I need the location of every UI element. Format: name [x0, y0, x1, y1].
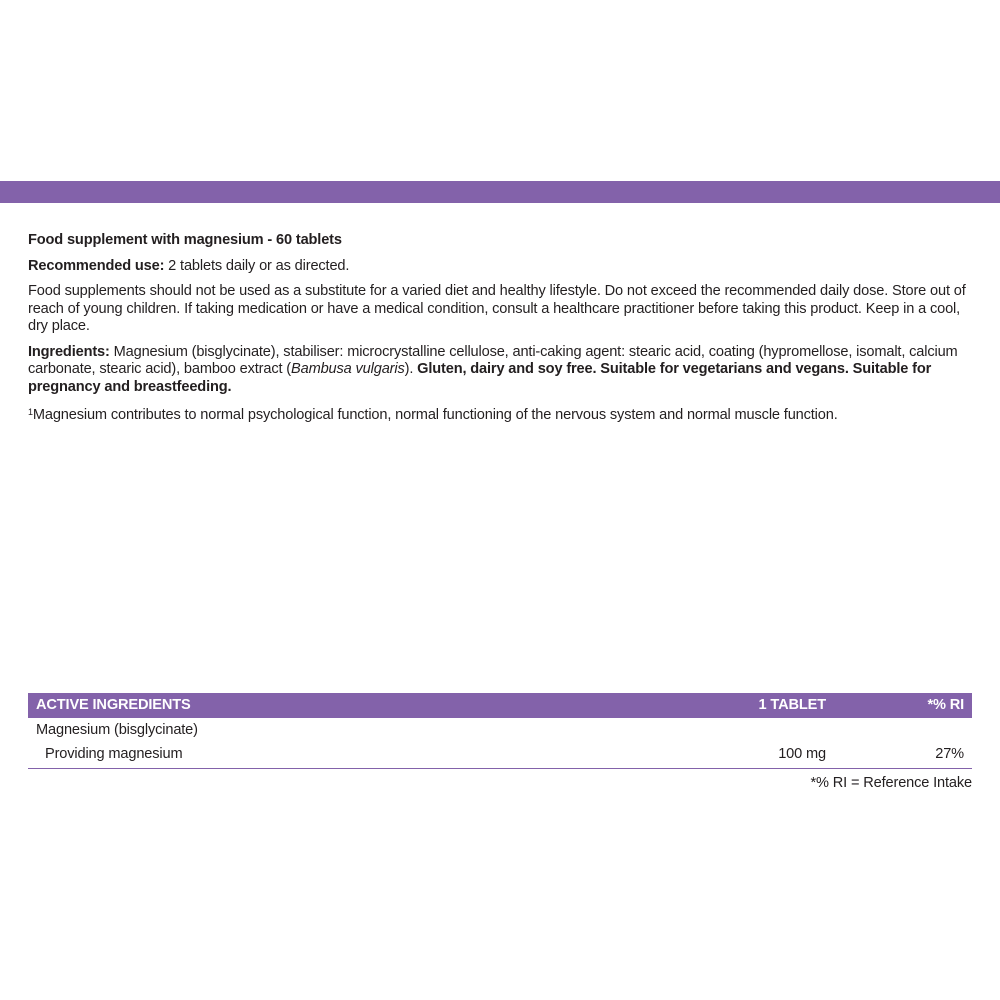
header-band: [0, 181, 1000, 203]
ingredients-latin-name: Bambusa vulgaris: [291, 361, 405, 377]
table-bottom-rule: [28, 768, 972, 769]
dietary-claims: Gluten, dairy and soy free. Suitable for vegetarians and vegans. Suitable for pregnancy and breastfeeding.: [28, 361, 932, 395]
header-active-ingredients: ACTIVE INGREDIENTS: [36, 697, 191, 713]
header-ri: *% RI: [927, 697, 964, 713]
table-header: [28, 693, 972, 718]
row-name: Magnesium (bisglycinate): [36, 722, 198, 738]
row-ri: 27%: [935, 746, 964, 762]
recommended-use-label: Recommended use:: [28, 257, 165, 274]
ingredients-text: Magnesium (bisglycinate), stabiliser: microcrystalline cellulose, anti-caking agent: stearic acid, coating (hypromellose, isomalt, calcium carbonate, stearic acid), bamboo extract (: [28, 343, 958, 377]
product-text-block: [28, 232, 978, 433]
ingredients-label: Ingredients:: [28, 343, 110, 360]
row-per-tablet: 100 mg: [778, 746, 826, 762]
table-footnote: *% RI = Reference Intake: [810, 775, 972, 791]
claim-superscript: 1: [28, 407, 33, 417]
warning-text: Food supplements should not be used as a substitute for a varied diet and healthy lifestyle. Do not exceed the recommended daily dose. Store out of reach of young children. If taking medication or have a medical condition, consult a healthcare practitioner before taking this product. Keep in a cool, dry place.: [28, 283, 966, 334]
table-row: [28, 742, 972, 766]
nutrition-table: [28, 693, 972, 793]
health-claim: [28, 404, 978, 425]
header-per-tablet: 1 TABLET: [758, 697, 826, 713]
table-row: [28, 718, 972, 742]
product-title: Food supplement with magnesium - 60 tablets: [28, 232, 342, 248]
row-name: Providing magnesium: [45, 746, 183, 762]
ingredients-text-after: ).: [404, 361, 418, 377]
recommended-use: [28, 258, 978, 276]
ingredients: [28, 344, 978, 397]
claim-text: Magnesium contributes to normal psychological function, normal functioning of the nervous system and normal muscle function.: [32, 407, 838, 423]
recommended-use-text: 2 tablets daily or as directed.: [164, 257, 350, 274]
